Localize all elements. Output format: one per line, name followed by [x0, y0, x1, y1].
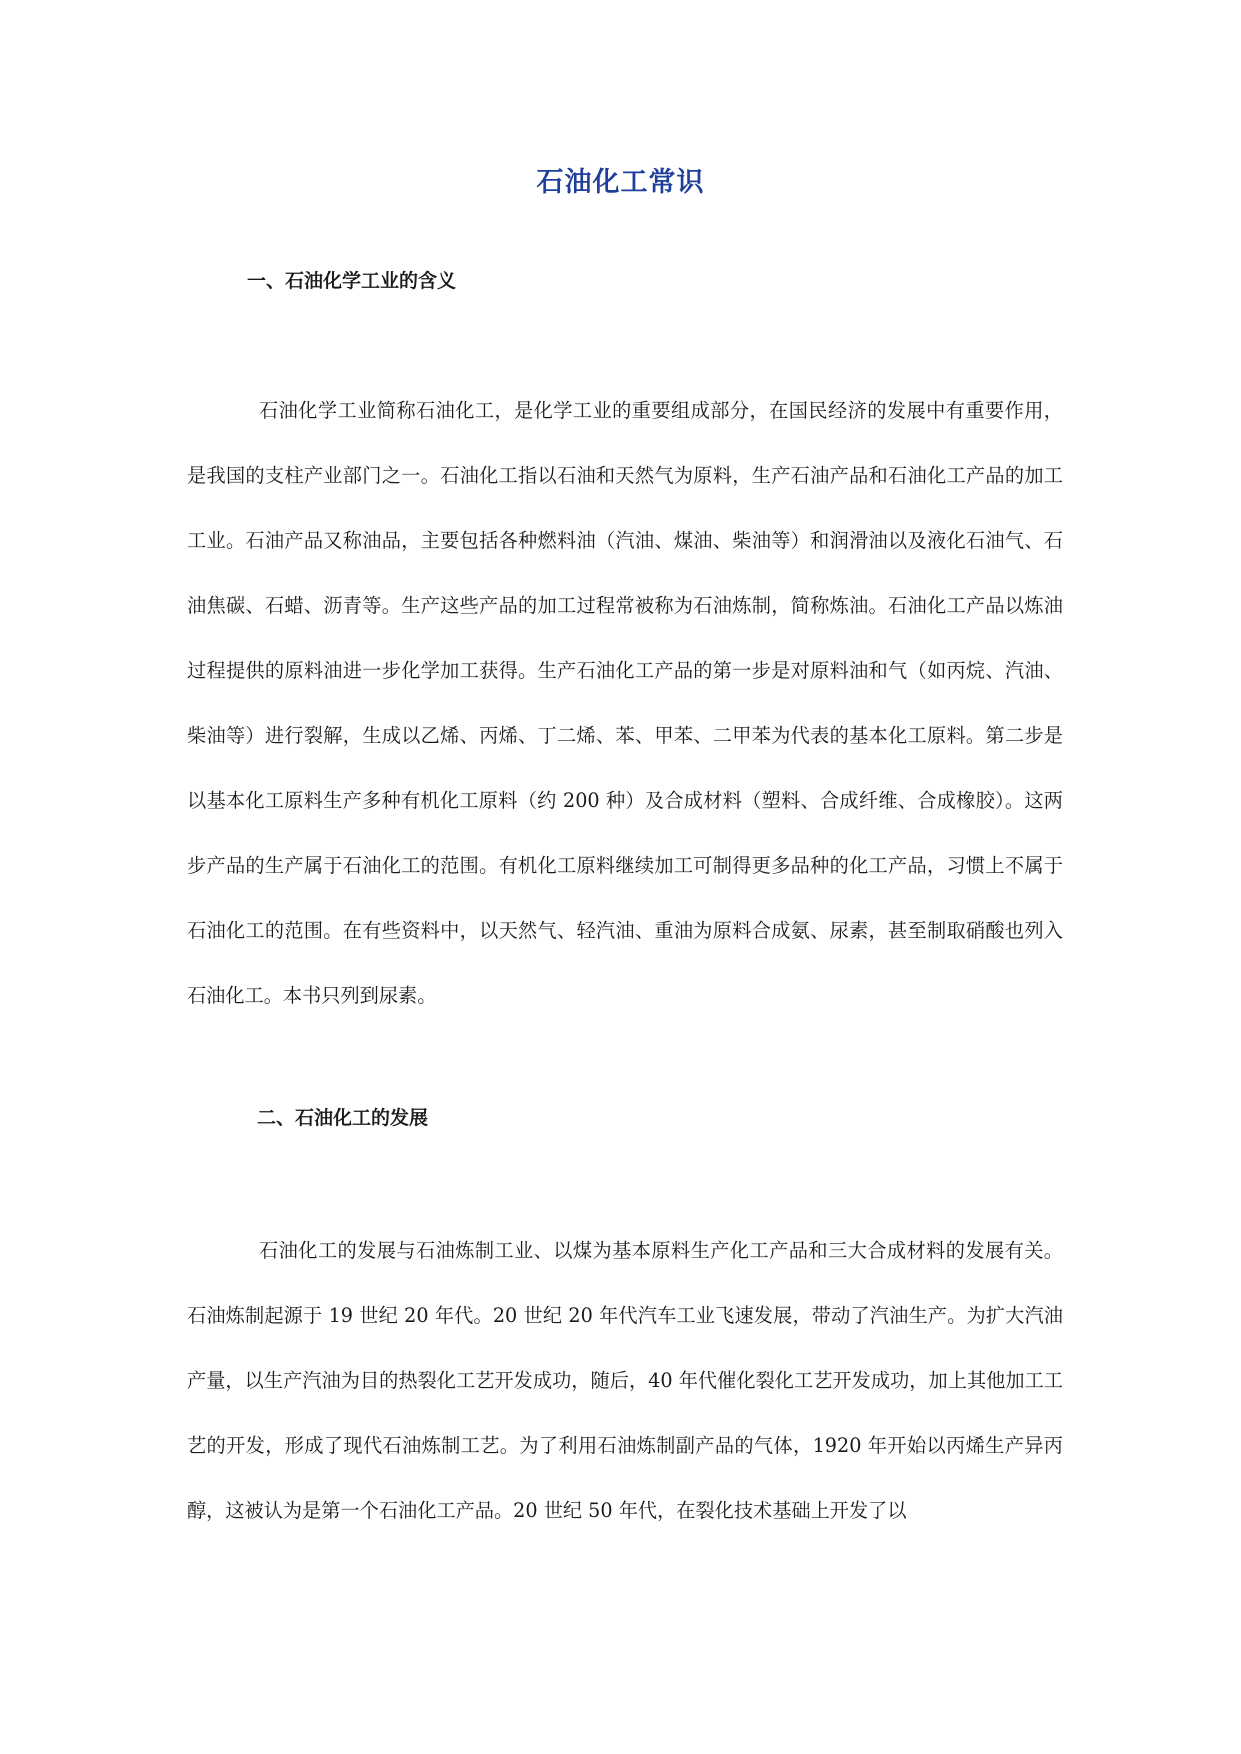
- section-heading-meaning: 一、石油化学工业的含义: [247, 270, 457, 292]
- section-heading-development: 二、石油化工的发展: [257, 1107, 429, 1129]
- document-title: 石油化工常识: [536, 167, 705, 198]
- section-paragraph-development: 石油化工的发展与石油炼制工业、以煤为基本原料生产化工产品和三大合成材料的发展有关。石油炼制起源于 19 世纪 20 年代。20 世纪 20 年代汽车工业飞速发展，带动了汽油生产。为扩大汽油产量，以生产汽油为目的热裂化工艺开发成功，随后，40 年代催化裂化工艺开发成功，加上其他加工工艺的开发，形成了现代石油炼制工艺。为了利用石油炼制副产品的气体，1920 年开始以丙烯生产异丙醇，这被认为是第一个石油化工产品。20 世纪 50 年代，在裂化技术基础上开发了以: [187, 1239, 1063, 1522]
- section-paragraph-meaning: 石油化学工业简称石油化工，是化学工业的重要组成部分，在国民经济的发展中有重要作用，是我国的支柱产业部门之一。石油化工指以石油和天然气为原料，生产石油产品和石油化工产品的加工工业。石油产品又称油品，主要包括各种燃料油（汽油、煤油、柴油等）和润滑油以及液化石油气、石油焦碳、石蜡、沥青等。生产这些产品的加工过程常被称为石油炼制，简称炼油。石油化工产品以炼油过程提供的原料油进一步化学加工获得。生产石油化工产品的第一步是对原料油和气（如丙烷、汽油、柴油等）进行裂解，生成以乙烯、丙烯、丁二烯、苯、甲苯、二甲苯为代表的基本化工原料。第二步是以基本化工原料生产多种有机化工原料（约 200 种）及合成材料（塑料、合成纤维、合成橡胶）。这两步产品的生产属于石油化工的范围。有机化工原料继续加工可制得更多品种的化工产品，习惯上不属于石油化工的范围。在有些资料中，以天然气、轻汽油、重油为原料合成氨、尿素，甚至制取硝酸也列入石油化工。本书只列到尿素。: [187, 399, 1063, 1007]
